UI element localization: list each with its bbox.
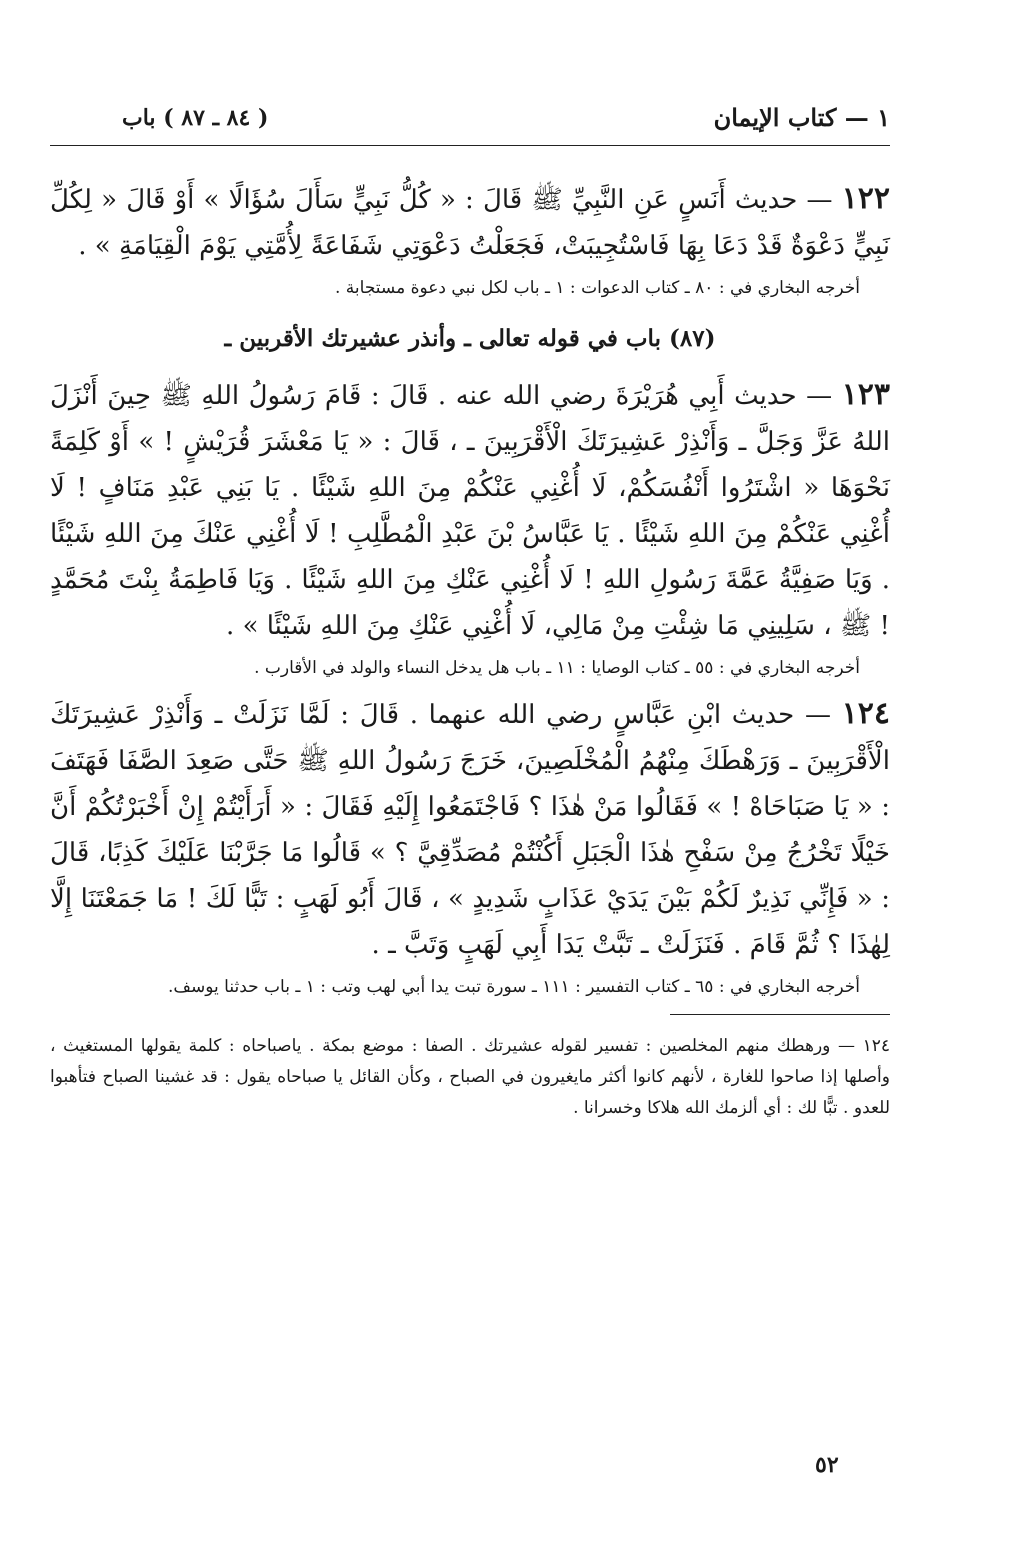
hadith-source: أخرجه البخاري في : ٥٥ ـ كتاب الوصايا : ١١ ـ باب هل يدخل النساء والولد في الأقارب . <box>254 658 860 678</box>
page <box>50 95 890 1124</box>
hadith-text: — حديث أَنَسٍ عَنِ النَّبِيِّ ﷺ قَالَ : « كُلُّ نَبِيٍّ سَأَلَ سُؤَالًا » أَوْ قَالَ « لِكُلِّ نَبِيٍّ دَعْوَةٌ قَدْ دَعَا بِهَا فَاسْتُجِيبَتْ، فَجَعَلْتُ دَعْوَتِي شَفَاعَةً لِأُمَّتِي يَوْمَ الْقِيَامَةِ » . <box>50 185 890 261</box>
hadith-124 <box>50 691 890 968</box>
page-number: ٥٢ <box>815 1452 839 1478</box>
hadith-number: ١٢٤ <box>841 696 890 731</box>
hadith-text: — حديث ابْنِ عَبَّاسٍ رضي الله عنهما . قَالَ : لَمَّا نَزَلَتْ ـ وَأَنْذِرْ عَشِيرَتَكَ الْأَقْرَبِينَ ـ وَرَهْطَكَ مِنْهُمُ الْمُخْلَصِينَ، خَرَجَ رَسُولُ اللهِ ﷺ حَتَّى صَعِدَ الصَّفَا فَهَتَفَ : « يَا صَبَاحَاهْ ! » فَقَالُوا مَنْ هٰذَا ؟ فَاجْتَمَعُوا إِلَيْهِ فَقَالَ : « أَرَأَيْتُمْ إِنْ أَخْبَرْتُكُمْ أَنَّ خَيْلًا تَخْرُجُ مِنْ سَفْحِ هٰذَا الْجَبَلِ أَكُنْتُمْ مُصَدِّقِيَّ ؟ » قَالُوا مَا جَرَّبْنَا عَلَيْكَ كَذِبًا، قَالَ : « فَإِنِّي نَذِيرٌ لَكُمْ بَيْنَ يَدَيْ عَذَابٍ شَدِيدٍ » ، قَالَ أَبُو لَهَبٍ : تَبًّا لَكَ ! مَا جَمَعْتَنَا إِلَّا لِهٰذَا ؟ ثُمَّ قَامَ . فَنَزَلَتْ ـ تَبَّتْ يَدَا أَبِي لَهَبٍ وَتَبَّ ـ . <box>50 700 891 960</box>
hadith-123 <box>50 372 890 649</box>
footnote: ١٢٤ — ورهطك منهم المخلصين : تفسير لقوله عشيرتك . الصفا : موضع بمكة . ياصباحاه : كلمة يقولها المستغيث ، وأصلها إذا صاحوا للغارة ، لأنهم كانوا أكثر مايغيرون في الصباح ، وكأن القائل يا صباحاه يقول : قد غشينا الصباح فتأهبوا للعدو . تبًّا لك : أي ألزمك الله هلاكا وخسرانا . <box>50 1036 890 1118</box>
running-header <box>50 95 890 139</box>
hadith-text: — حديث أَبِي هُرَيْرَةَ رضي الله عنه . قَالَ : قَامَ رَسُولُ اللهِ ﷺ حِينَ أَنْزَلَ اللهُ عَزَّ وَجَلَّ ـ وَأَنْذِرْ عَشِيرَتَكَ الْأَقْرَبِينَ ـ ، قَالَ : « يَا مَعْشَرَ قُرَيْشٍ ! » أَوْ كَلِمَةً نَحْوَهَا « اشْتَرُوا أَنْفُسَكُمْ، لَا أُغْنِي عَنْكُمْ مِنَ اللهِ شَيْئًا . يَا بَنِي عَبْدِ مَنَافٍ ! لَا أُغْنِي عَنْكُمْ مِنَ اللهِ شَيْئًا . يَا عَبَّاسُ بْنَ عَبْدِ الْمُطَّلِبِ ! لَا أُغْنِي عَنْكَ مِنَ اللهِ شَيْئًا . وَيَا صَفِيَّةُ عَمَّةَ رَسُولِ اللهِ ! لَا أُغْنِي عَنْكِ مِنَ اللهِ شَيْئًا . وَيَا فَاطِمَةُ بِنْتَ مُحَمَّدٍ ! ﷺ ، سَلِينِي مَا شِئْتِ مِنْ مَالِي، لَا أُغْنِي عَنْكِ مِنَ اللهِ شَيْئًا » . <box>50 381 890 641</box>
footnote-rule <box>670 1014 890 1015</box>
header-rule <box>50 145 890 146</box>
hadith-122 <box>50 176 890 269</box>
chapter-heading: (٨٧) باب في قوله تعالى ـ وأنذر عشيرتك الأقربين ـ <box>224 325 716 352</box>
book-title: ١ — كتاب الإيمان <box>713 103 890 132</box>
hadith-source: أخرجه البخاري في : ٦٥ ـ كتاب التفسير : ١١١ ـ سورة تبت يدا أبي لهب وتب : ١ ـ باب حدثنا يوسف. <box>168 977 860 997</box>
hadith-source: أخرجه البخاري في : ٨٠ ـ كتاب الدعوات : ١ ـ باب لكل نبي دعوة مستجابة . <box>334 278 860 298</box>
chapter-range: ( ٨٤ ـ ٨٧ ) باب <box>122 105 269 131</box>
hadith-number: ١٢٣ <box>841 377 891 412</box>
hadith-number: ١٢٢ <box>841 181 891 216</box>
